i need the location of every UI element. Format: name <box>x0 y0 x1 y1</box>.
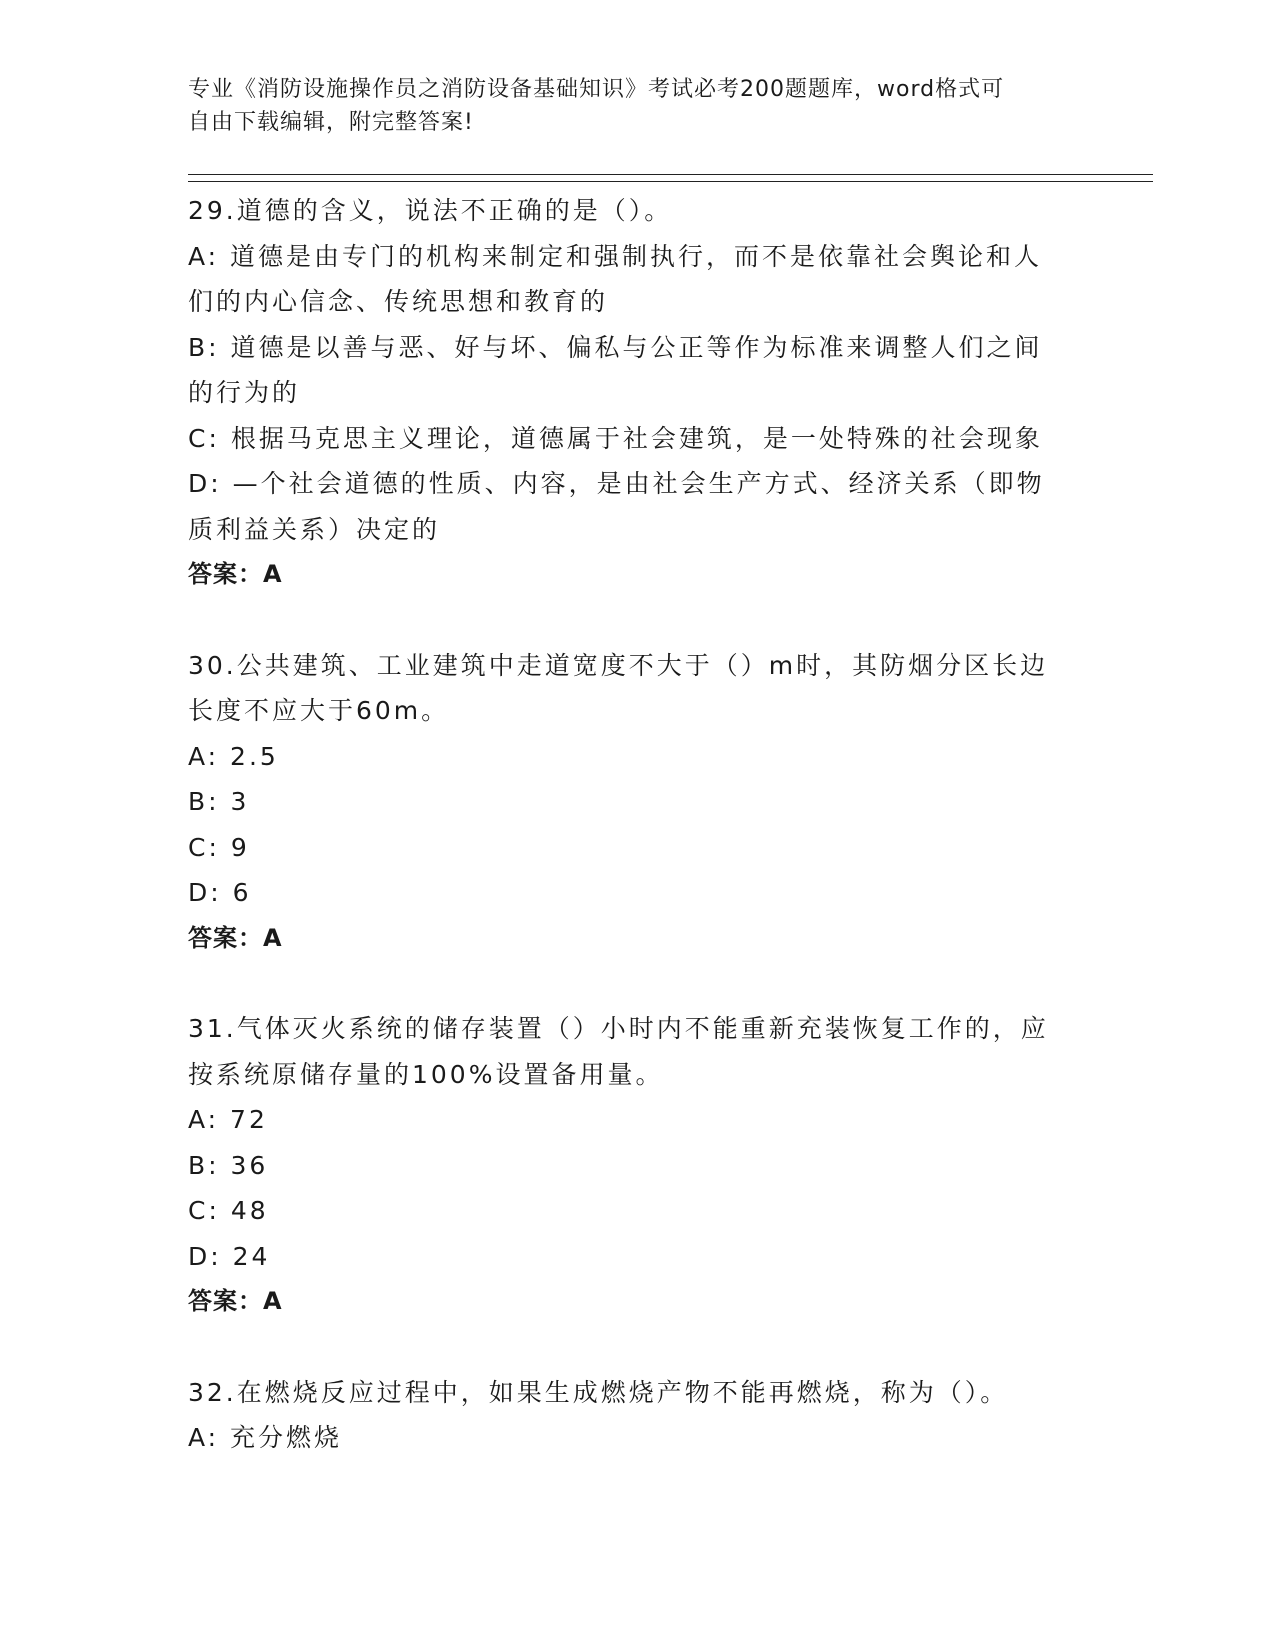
spacer <box>188 961 1088 1006</box>
question-stem-continued: 长度不应大于60m。 <box>188 696 450 725</box>
option-c: C: 9 <box>188 832 250 862</box>
header-divider-bottom <box>188 181 1153 182</box>
option-a: A: 2.5 <box>188 741 279 771</box>
question-block <box>188 188 1088 598</box>
question-stem-continued: 按系统原储存量的100%设置备用量。 <box>188 1059 664 1089</box>
answer-label: 答案：A <box>188 923 283 952</box>
header-line-1: 专业《消防设施操作员之消防设备基础知识》考试必考200题题库，word格式可 <box>188 77 1005 102</box>
question-stem: 30.公共建筑、工业建筑中走道宽度不大于（）m时，其防烟分区长边 <box>188 650 1049 680</box>
spacer <box>188 598 1088 643</box>
option-d: D: 24 <box>188 1241 271 1271</box>
option-b: B: 3 <box>188 787 250 816</box>
option-a: A: 72 <box>188 1105 268 1134</box>
option-a: A: 道德是由专门的机构来制定和强制执行，而不是依靠社会舆论和人 <box>188 241 1043 271</box>
option-d: D: —个社会道德的性质、内容，是由社会生产方式、经济关系（即物 <box>188 469 1045 498</box>
spacer <box>188 1325 1088 1370</box>
option-b: B: 36 <box>188 1150 269 1180</box>
question-block <box>188 1370 1088 1461</box>
document-header <box>188 73 1068 139</box>
question-block <box>188 1006 1088 1325</box>
header-line-2: 自由下载编辑，附完整答案! <box>188 110 474 135</box>
question-stem: 32.在燃烧反应过程中，如果生成燃烧产物不能再燃烧，称为（）。 <box>188 1377 1009 1407</box>
header-divider-top <box>188 174 1153 175</box>
answer-label: 答案：A <box>188 1287 283 1315</box>
option-d: D: 6 <box>188 878 252 907</box>
question-stem: 29.道德的含义，说法不正确的是（）。 <box>188 196 673 225</box>
option-a-continued: 们的内心信念、传统思想和教育的 <box>188 287 609 316</box>
option-b: B: 道德是以善与恶、好与坏、偏私与公正等作为标准来调整人们之间 <box>188 332 1043 362</box>
question-block <box>188 643 1088 962</box>
question-list <box>188 188 1088 1461</box>
option-c: C: 48 <box>188 1196 269 1225</box>
question-stem: 31.气体灭火系统的储存装置（）小时内不能重新充装恢复工作的，应 <box>188 1014 1049 1043</box>
answer-label: 答案：A <box>188 560 283 588</box>
option-a: A: 充分燃烧 <box>188 1423 343 1452</box>
option-b-continued: 的行为的 <box>188 378 301 407</box>
option-d-continued: 质利益关系）决定的 <box>188 514 441 544</box>
option-c: C: 根据马克思主义理论，道德属于社会建筑，是一处特殊的社会现象 <box>188 423 1043 453</box>
